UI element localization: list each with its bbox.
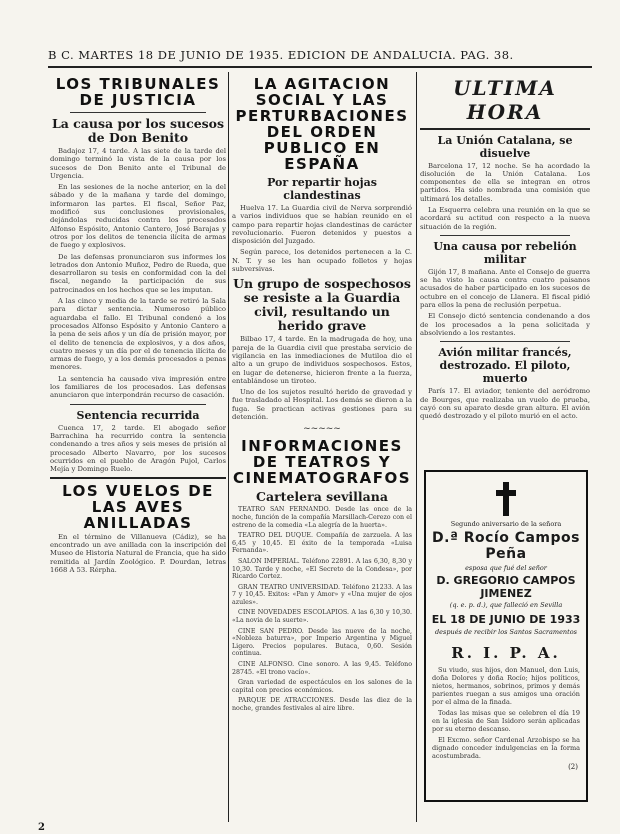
obituary-date: EL 18 DE JUNIO DE 1933	[431, 613, 581, 626]
obituary-name: D.ª Rocío Campos Peña	[432, 530, 580, 562]
article-text: Según parece, los detenidos pertenecen a la C. N. T. y se les han ocupado folletos y hojas subversivas.	[232, 248, 412, 274]
column-divider-2	[416, 72, 417, 822]
subhead-union-catalana: La Unión Catalana, se disuelve	[437, 133, 573, 160]
listing-item: SALON IMPERIAL. Teléfono 22891. A las 6,30, 8,30 y 10,30. Tarde y noche, «El Secreto de la Condesa», por Ricardo Cortez.	[232, 557, 412, 581]
column-divider-1	[228, 72, 229, 822]
ornament-divider: ~~~~~	[303, 424, 341, 435]
listing-item: CINE SAN PEDRO. Desde las nueve de la noche, «Nobleza baturra», por Imperio Argentina y Miguel Ligero. Precios populares. Butaca, 0,60. Sesión continua.	[232, 627, 412, 658]
obituary-spouse-name: D. GREGORIO CAMPOS JIMENEZ	[436, 574, 576, 600]
divider	[70, 404, 206, 405]
obituary-spouse-label: esposa que fué del señor	[465, 564, 547, 572]
article-text: Uno de los sujetos resultó herido de gravedad y fue trasladado al Hospital. Los demás se dieron a la fuga. Se practican activas gestiones para su detención.	[232, 388, 412, 422]
subhead-don-benito: La causa por los sucesos de Don Benito	[51, 116, 225, 145]
column-tribunales	[50, 72, 226, 820]
article-text: Huelva 17. La Guardia civil de Nerva sorprendió a varios individuos que se habían reunido en el campo para repartir hojas clandestinas de carácter revolucionario. Fueron detenidos y puestos a disposición del Juzgado.	[232, 204, 412, 246]
subhead-grupo-sospechosos: Un grupo de sospechosos se resiste a la Guardia civil, resultando un herido grave	[233, 276, 411, 334]
column-agitacion	[232, 72, 412, 820]
listing-item: Gran variedad de espectáculos en los salones de la capital con precios económicos.	[232, 679, 412, 694]
headline-ultima-hora: ULTIMA HORA	[453, 76, 557, 124]
header-rule	[48, 66, 592, 68]
listing-item: PARQUE DE ATRACCIONES. Desde las diez de la noche, grandes festivales al aire libre.	[232, 697, 412, 712]
headline-aves-anilladas: LOS VUELOS DE LAS AVES ANILLADAS	[62, 481, 214, 532]
headline-teatros: INFORMACIONES DE TEATROS Y CINEMATOGRAFOS	[232, 437, 412, 488]
article-text: De las defensas pronunciaron sus informes los letrados don Antonio Muñoz, Pedro de Rueda, que desarrollaron su tesis en conformidad con la del fiscal, negando la participación de sus patrocinados en los hechos que se les imputan.	[50, 252, 226, 294]
article-text: En el término de Villanueva (Cádiz), se ha encontrado un ave anillada con la inscripción del Museo de Historia Natural de Francia, que ha sido remitida al Jardín Zoológico. P. Dourdan, letras 1668 A 53. Rérpha.	[50, 532, 226, 575]
listing-item: CINE ALFONSO. Cine sonoro. A las 9,45. Teléfono 28745. «El trono vacío».	[232, 661, 412, 676]
subhead-sentencia: Sentencia recurrida	[76, 408, 200, 422]
obituary-text: El Excmo. señor Cardenal Arzobispo se ha dignado conceder indulgencias en la forma acostumbrada.	[432, 736, 580, 760]
listing-item: GRAN TEATRO UNIVERSIDAD. Teléfono 21233. A las 7 y 10,45. Exitos: «Pan y Amor» y «Una mujer de ojos azules».	[232, 583, 412, 606]
listing-item: CINE NOVEDADES ESCOLAPIOS. A las 6,30 y 10,30. «La novia de la suerte».	[232, 609, 412, 625]
divider	[50, 477, 226, 479]
obituary-notice	[424, 470, 588, 802]
article-text: Gijón 17, 8 mañana. Ante el Consejo de guerra se ha visto la causa contra cuatro paisanos acusados de haber participado en los sucesos de octubre en el concejo de Llanera. El fiscal pidió para ellos la pena de reclusión perpetua.	[420, 267, 590, 310]
article-text: La Esquerra celebra una reunión en la que se acordará su actitud con respecto a la nueva situación de la región.	[420, 205, 590, 231]
divider	[420, 128, 590, 130]
page-footer-mark: 2	[38, 822, 45, 833]
cross-icon	[496, 482, 516, 516]
headline-tribunales: LOS TRIBUNALES DE JUSTICIA	[55, 75, 221, 109]
obituary-text: Todas las misas que se celebren el día 19 en la iglesia de San Isidoro serán aplicadas por su eterno descanso.	[432, 709, 580, 733]
cartelera-list	[232, 506, 412, 712]
article-text: París 17. El aviador, teniente del aeródromo de Bourges, que realizaba un vuelo de prueba, cayó con su aparato desde gran altura. El avión quedó destrozado y el piloto murió en el acto.	[420, 387, 590, 421]
article-text: Cuenca 17, 2 tarde. El abogado señor Barrachina ha recurrido contra la sentencia condenando a tres años y seis meses de prisión al procesado Alberto Navarro, por los sucesos ocurridos en el pueblo de Aragón Pujol, Carlos Mejía y Domingo Ruelo.	[50, 423, 226, 474]
article-text: Badajoz 17, 4 tarde. A las siete de la tarde del domingo terminó la vista de la causa por los sucesos de Don Benito ante el Tribunal de Urgencia.	[50, 147, 226, 180]
article-text: A las cinco y media de la tarde se retiró la Sala para dictar sentencia. Numeroso público aguardaba el fallo. El Tribunal condenó a los procesados Alfonso Espósito y Antonio Cantero a la pena de seis años y un día de prisión mayor, por el delito de tenencia de explosivos, y a dos años, cuatro meses y un día por el de tenencia ilícita de armas de fuego, y a los demás procesados a penas menores.	[50, 297, 226, 372]
obituary-anniversary: Segundo aniversario de la señora	[450, 520, 562, 528]
obituary-sacraments: después de recibir los Santos Sacramentos	[435, 628, 577, 636]
article-text: En las sesiones de la noche anterior, en la del sábado y de la mañana y tarde del domingo, informaron las partes. El fiscal, Señor Paz, modificó sus conclusiones provisionales, dejándolas reducidas contra los procesados Alfonso Espósito, Antonio Cantero, José Barajas y otros por los delitos de tenencia ilícita de armas de fuego y explosivos.	[50, 183, 226, 250]
obituary-note: (q. e. p. d.), que falleció en Sevilla	[449, 601, 563, 609]
article-text: Barcelona 17, 12 noche. Se ha acordado la disolución de la Unión Catalana. Los componentes de ella se integran en otros partidos. Ha sido nombrada una comisión que ultimará los detalles.	[420, 161, 590, 203]
headline-agitacion-social: LA AGITACION SOCIAL Y LAS PERTURBACIONES DEL ORDEN PUBLICO EN ESPAÑA	[235, 75, 409, 173]
obituary-number: (2)	[568, 763, 578, 771]
article-text: La sentencia ha causado viva impresión entre los familiares de los procesados. Las defensas anunciaron que interpondrán recurso de casación.	[50, 374, 226, 400]
divider	[440, 341, 570, 342]
article-text: El Consejo dictó sentencia condenando a dos de los procesados a la pena solicitada y absolviendo a los restantes.	[420, 312, 590, 337]
divider	[70, 112, 206, 113]
subhead-avion-frances: Avión militar francés, destrozado. El piloto, muerto	[438, 346, 572, 386]
article-text: Bilbao 17, 4 tarde. En la madrugada de hoy, una pareja de la Guardia civil que prestaba servicio de vigilancia en las inmediaciones de Mutiloa dio el alto a un grupo de individuos sospechosos. Estos, en lugar de detenerse, hicieron frente a la fuerza, entablándose un tiroteo.	[232, 335, 412, 385]
obituary-text: Su viudo, sus hijos, don Manuel, don Luis, doña Dolores y doña Rocío; hijos políticos, nietos, hermanos, sobrinos, primos y demás parientes ruegan a sus amigos una oración por el alma de la finada.	[432, 666, 580, 706]
page-header: B C. MARTES 18 DE JUNIO DE 1935. EDICION DE ANDALUCIA. PAG. 38.	[48, 48, 514, 62]
subhead-rebelion-militar: Una causa por rebelión militar	[433, 239, 577, 266]
listing-item: TEATRO DEL DUQUE. Compañía de zarzuela. A las 6,45 y 10,45. El éxito de la temporada «Luisa Fernanda».	[232, 532, 412, 555]
divider	[440, 235, 570, 236]
subhead-hojas-clandestinas: Por repartir hojas clandestinas	[267, 176, 377, 202]
obituary-ripa: R. I. P. A.	[451, 644, 561, 662]
subhead-cartelera: Cartelera sevillana	[256, 489, 388, 505]
listing-item: TEATRO SAN FERNANDO. Desde las once de la noche, función de la compañía Marsillach-Cerezo con el estreno de la comedia «La alegría de la huerta».	[232, 506, 412, 529]
